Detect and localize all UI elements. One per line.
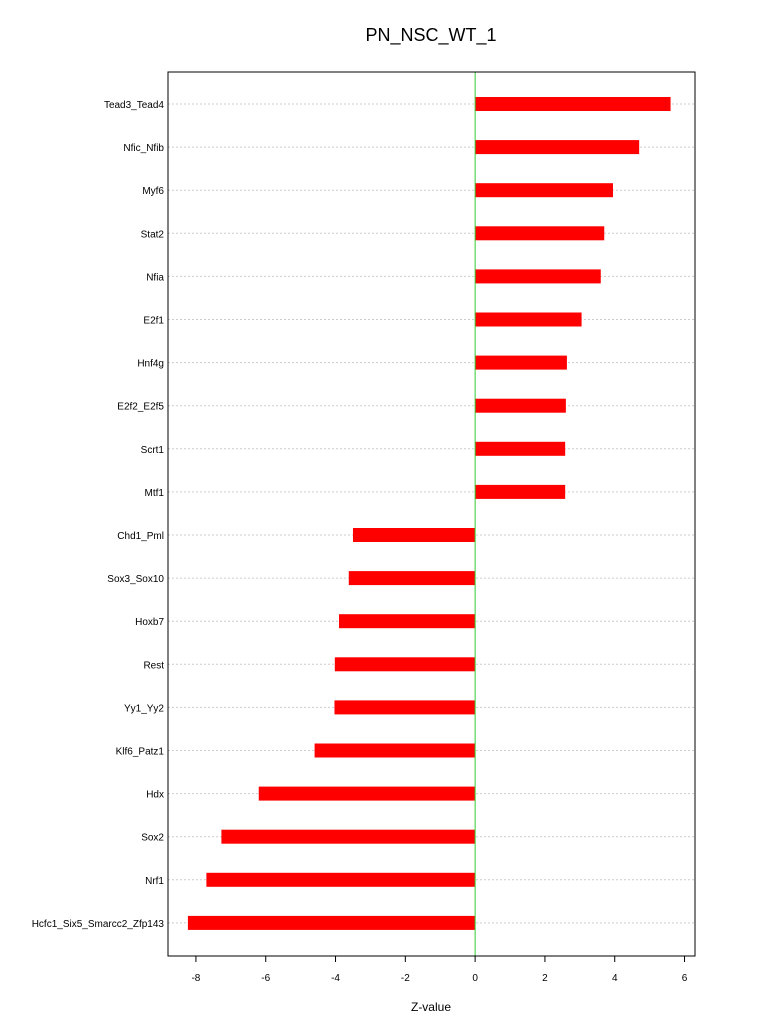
category-label-e2f1: E2f1 (143, 315, 164, 327)
category-label-hdx: Hdx (146, 789, 164, 801)
category-labels (32, 100, 165, 930)
bar-klf6-patz1 (315, 744, 476, 758)
category-label-rest: Rest (143, 660, 164, 672)
category-label-yy1-yy2: Yy1_Yy2 (123, 703, 164, 715)
bar-stat2 (475, 226, 604, 240)
plot-frame (168, 72, 695, 956)
category-label-sox2: Sox2 (141, 832, 164, 844)
category-label-e2f2-e2f5: E2f2_E2f5 (117, 401, 164, 413)
bar-tead3-tead4 (475, 97, 670, 111)
category-label-hoxb7: Hoxb7 (135, 617, 164, 629)
x-tick-label: 0 (472, 973, 478, 984)
bar-myf6 (475, 183, 613, 197)
category-label-mtf1: Mtf1 (144, 487, 164, 499)
category-label-chd1-pml: Chd1_Pml (117, 531, 164, 542)
x-tick-label: -2 (400, 973, 410, 984)
bar-sox2 (221, 830, 475, 844)
bar-nrf1 (206, 873, 475, 887)
x-tick-label: -4 (331, 973, 340, 984)
x-tick-label: -8 (191, 973, 201, 984)
chart-title: PN_NSC_WT_1 (365, 25, 497, 45)
bar-sox3-sox10 (349, 571, 475, 585)
x-tick-label: -6 (261, 973, 271, 984)
category-label-tead3-tead4: Tead3_Tead4 (103, 100, 164, 111)
bar-chd1-pml (353, 528, 475, 542)
category-label-hcfc1-six5-smarcc2-zfp143: Hcfc1_Six5_Smarcc2_Zfp143 (31, 918, 164, 930)
category-label-stat2: Stat2 (140, 229, 164, 241)
x-tick-label: 4 (611, 973, 618, 984)
bar-hoxb7 (339, 614, 475, 628)
x-axis (191, 956, 687, 984)
bar-hnf4g (475, 356, 567, 370)
bar-scrt1 (475, 442, 565, 456)
bar-rest (335, 657, 475, 671)
x-tick-label: 2 (542, 973, 548, 984)
bar-hcfc1-six5-smarcc2-zfp143 (188, 916, 475, 930)
category-label-myf6: Myf6 (142, 186, 164, 198)
category-label-nfic-nfib: Nfic_Nfib (123, 143, 164, 155)
bars (188, 97, 671, 930)
bar-e2f1 (475, 313, 581, 327)
category-label-sox3-sox10: Sox3_Sox10 (107, 574, 164, 586)
bar-yy1-yy2 (334, 700, 475, 714)
x-tick-label: 6 (681, 973, 688, 984)
bar-hdx (259, 787, 475, 801)
category-label-nfia: Nfia (146, 272, 164, 284)
bar-mtf1 (475, 485, 565, 499)
bar-nfic-nfib (475, 140, 639, 154)
bar-e2f2-e2f5 (475, 399, 566, 413)
category-label-hnf4g: Hnf4g (137, 358, 164, 370)
x-axis-label: Z-value (410, 1000, 452, 1014)
category-label-scrt1: Scrt1 (140, 444, 164, 456)
category-label-klf6-patz1: Klf6_Patz1 (115, 746, 164, 758)
category-label-nrf1: Nrf1 (145, 875, 164, 887)
bar-nfia (475, 269, 601, 283)
